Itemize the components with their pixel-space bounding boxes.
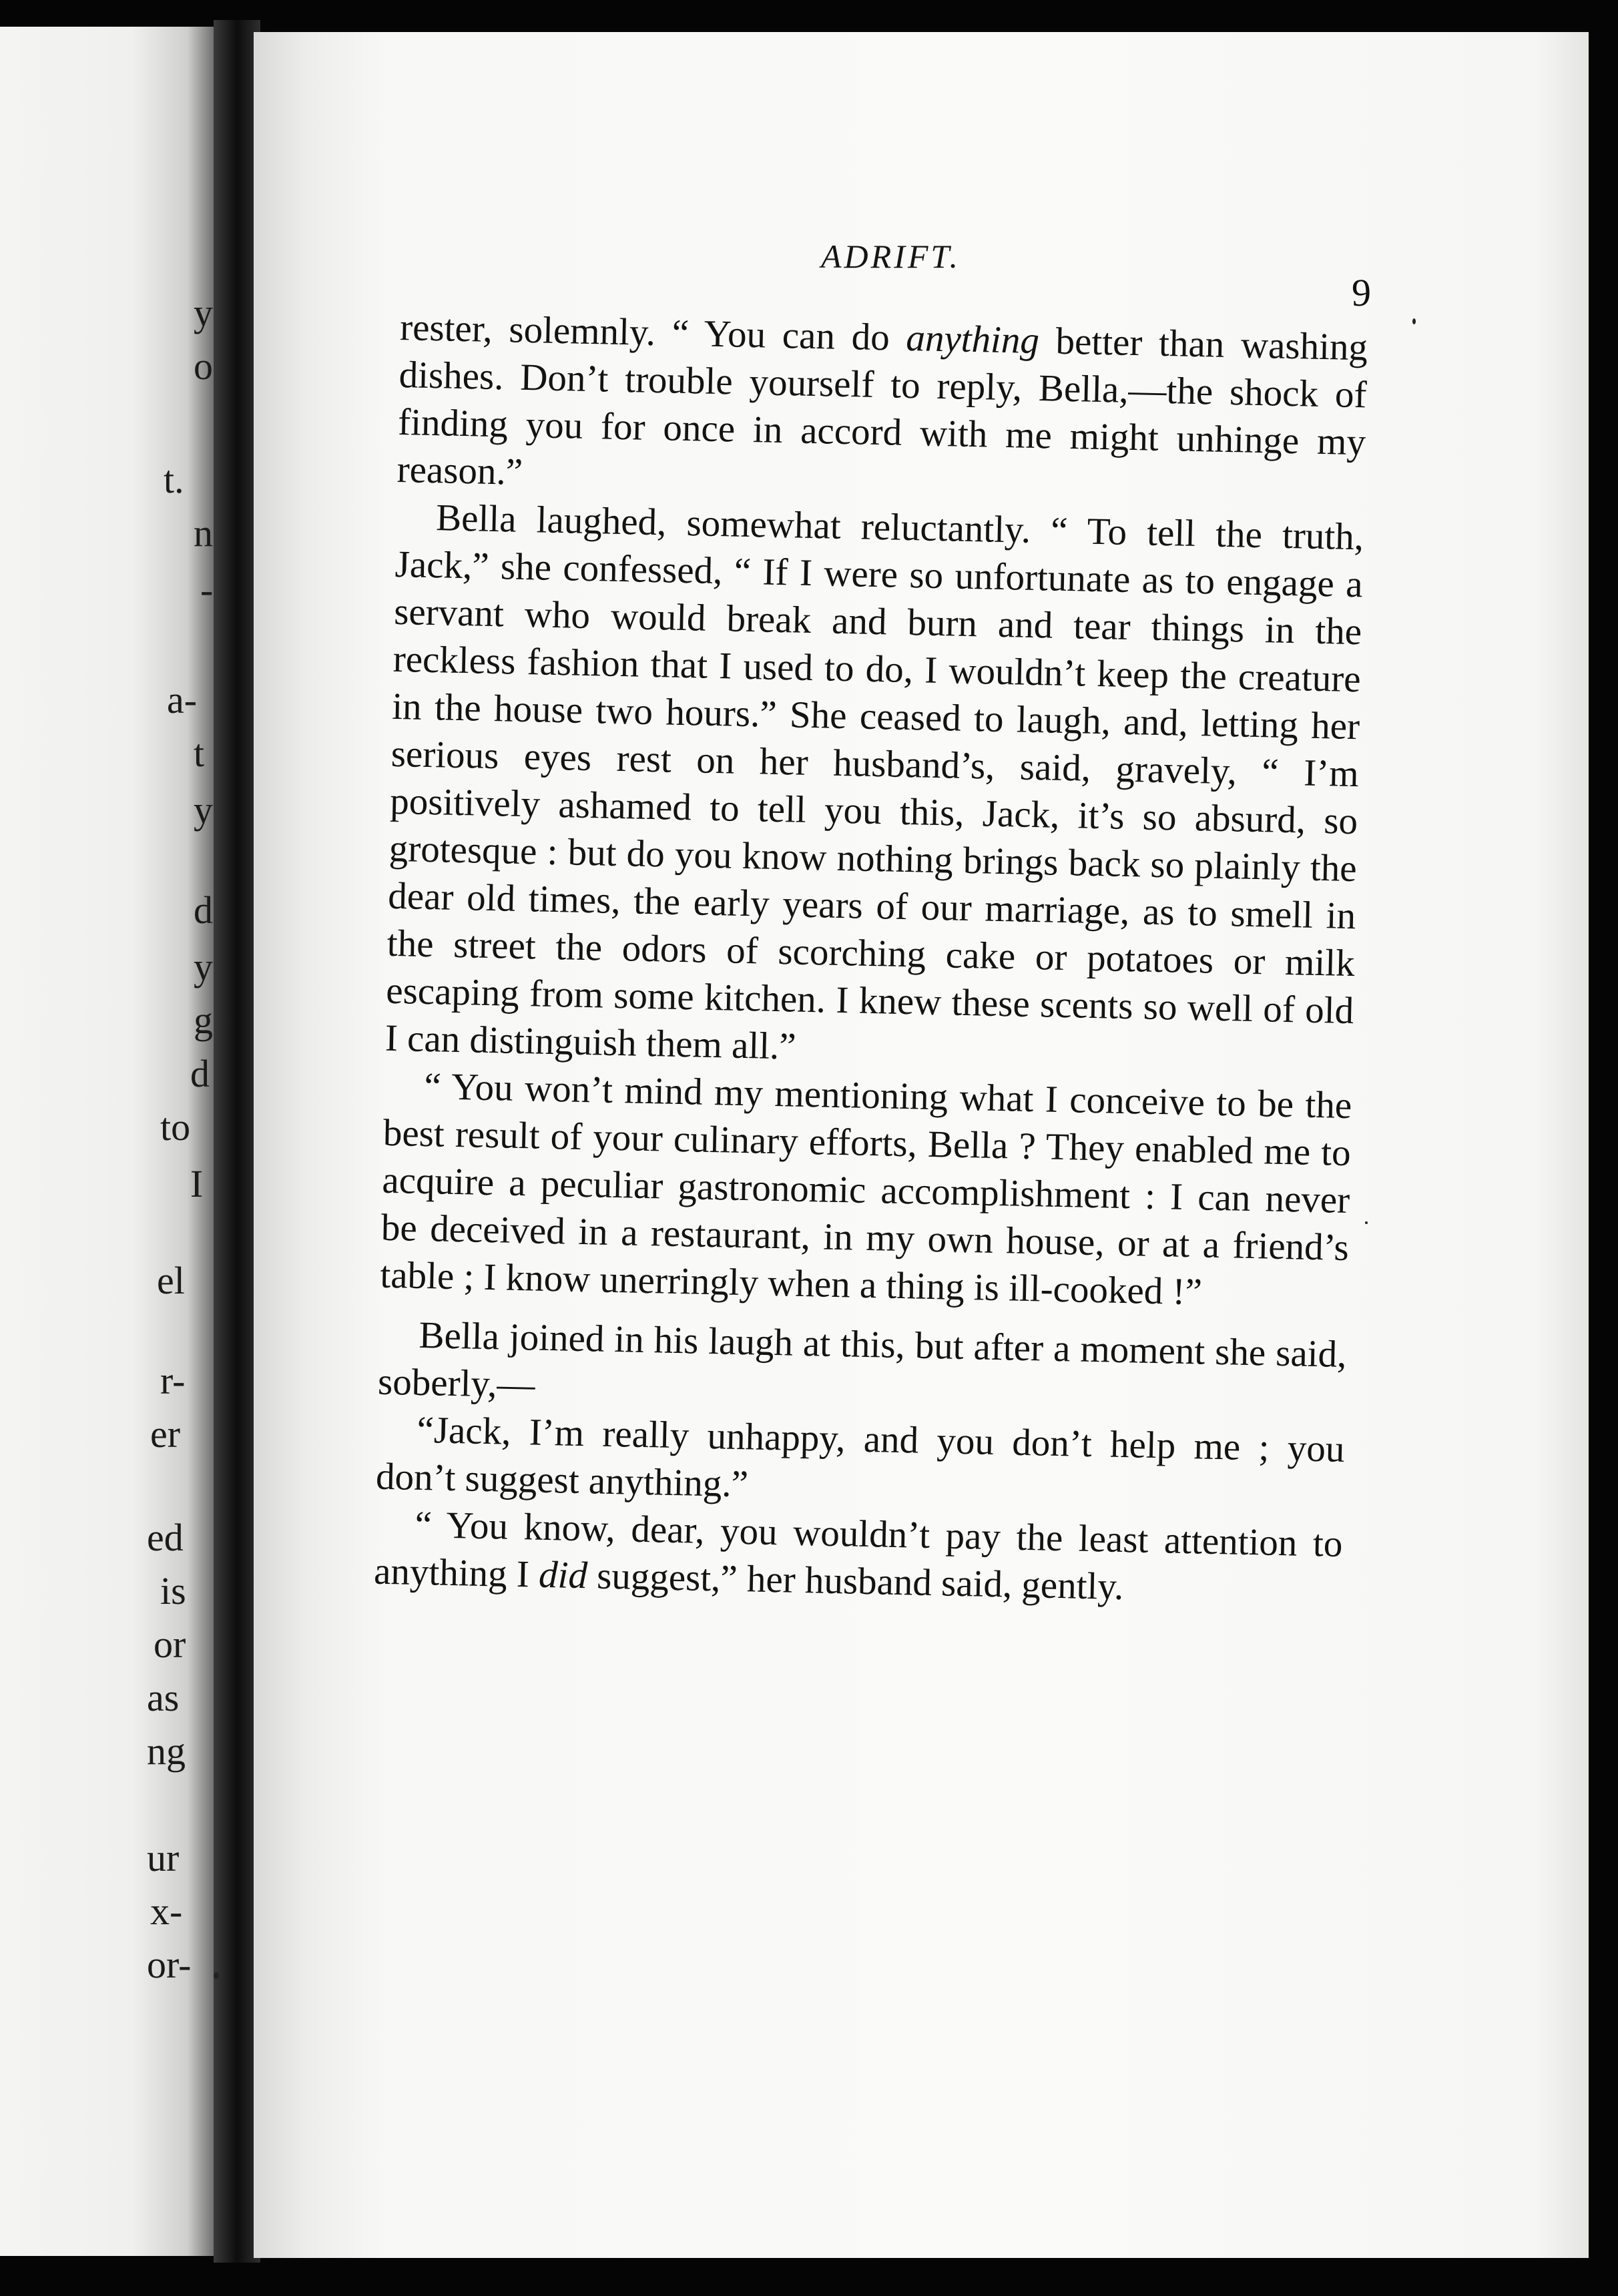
left-page-line-fragment: el	[157, 1259, 185, 1302]
text-run: Bella laughed, somewhat reluctantly. “ To tell the truth, Jack,” she confessed, “ If I were so unfortunate as to engage a servant who would break and burn and tear things in the reckless fashion that I used to do, I wouldn’t keep the creature in the house two hours.” She ceased to laugh, and, letting her serious eyes rest on her husband’s, said, gravely, “ I’m positively ashamed to tell you this, Jack, it’s so absurd, so grotesque : but do you know nothing brings back so plainly the dear old times, the early years of our marriage, as to smell in the street the odors of scorching cake or potatoes or milk escaping from some kitchen. I knew these scents so well of old I can distinguish them all.”	[384, 497, 1364, 1068]
text-run: suggest,” her husband said, gently.	[587, 1554, 1125, 1609]
running-head: ADRIFT.	[821, 238, 961, 275]
page-body-text	[373, 304, 1368, 1615]
text-run: better than washing dishes. Don’t trouble yourself to reply, Bella,—the shock of finding you for once in accord with me might unhinge my reason.”	[396, 320, 1368, 493]
left-page-line-fragment: y	[194, 945, 213, 988]
text-run: rester, solemnly. “ You can do	[399, 306, 907, 359]
paragraph	[396, 304, 1368, 513]
paragraph	[373, 1500, 1343, 1615]
left-page-line-fragment: or-	[147, 1943, 192, 1986]
left-page-line-fragment: o	[194, 344, 213, 388]
italic-text: anything	[905, 316, 1040, 362]
left-page-line-fragment: I	[190, 1162, 204, 1205]
left-page-line-fragment: n	[194, 511, 213, 555]
left-page-line-fragment: g	[194, 998, 213, 1042]
left-page-line-fragment: ed	[147, 1516, 184, 1559]
paragraph	[384, 493, 1364, 1082]
left-page-line-fragment: y	[194, 788, 213, 832]
left-page-line-fragment: y	[194, 291, 213, 334]
left-page-line-fragment: is	[160, 1569, 186, 1613]
previous-page-fragment	[0, 27, 220, 2256]
left-page-line-fragment: to	[160, 1105, 191, 1149]
left-page-line-fragment: ur	[147, 1836, 180, 1880]
left-page-line-fragment: r-	[160, 1359, 186, 1402]
print-speck	[1412, 318, 1416, 324]
left-page-line-fragment: -	[200, 568, 214, 611]
left-page-line-fragment: x-	[150, 1890, 183, 1933]
paragraph	[380, 1062, 1352, 1319]
text-run: Bella joined in his laugh at this, but after a moment she said, soberly,—	[377, 1314, 1347, 1406]
left-page-line-fragment: t.	[164, 458, 184, 501]
text-run: “ You won’t mind my mentioning what I conceive to be the best result of your culinary efforts, Bella ? They enabled me to acquire a peculiar gastronomic accomplishment : I can never be deceived in a restaurant, in my own house, or at a friend’s table ; I know unerringly when a thing is ill-cooked !”	[379, 1065, 1352, 1314]
italic-text: did	[538, 1553, 588, 1597]
print-speck	[1365, 1221, 1368, 1224]
print-speck	[214, 1972, 219, 1979]
left-page-line-fragment: er	[150, 1412, 181, 1456]
text-run: “Jack, I’m really unhappy, and you don’t help me ; you don’t suggest anything.”	[375, 1408, 1346, 1506]
left-page-line-fragment: ng	[147, 1729, 186, 1773]
left-page-line-fragment: or	[154, 1623, 186, 1666]
left-page-line-fragment: t	[194, 732, 205, 775]
page-number: 9	[1352, 271, 1371, 314]
left-page-line-fragment: d	[190, 1052, 210, 1095]
left-page-line-fragment: as	[147, 1676, 180, 1719]
left-page-line-fragment: d	[194, 888, 213, 932]
left-page-line-fragment: a-	[167, 678, 198, 722]
text-run: “ You know, dear, you wouldn’t pay the least attention to anything I	[373, 1503, 1344, 1596]
